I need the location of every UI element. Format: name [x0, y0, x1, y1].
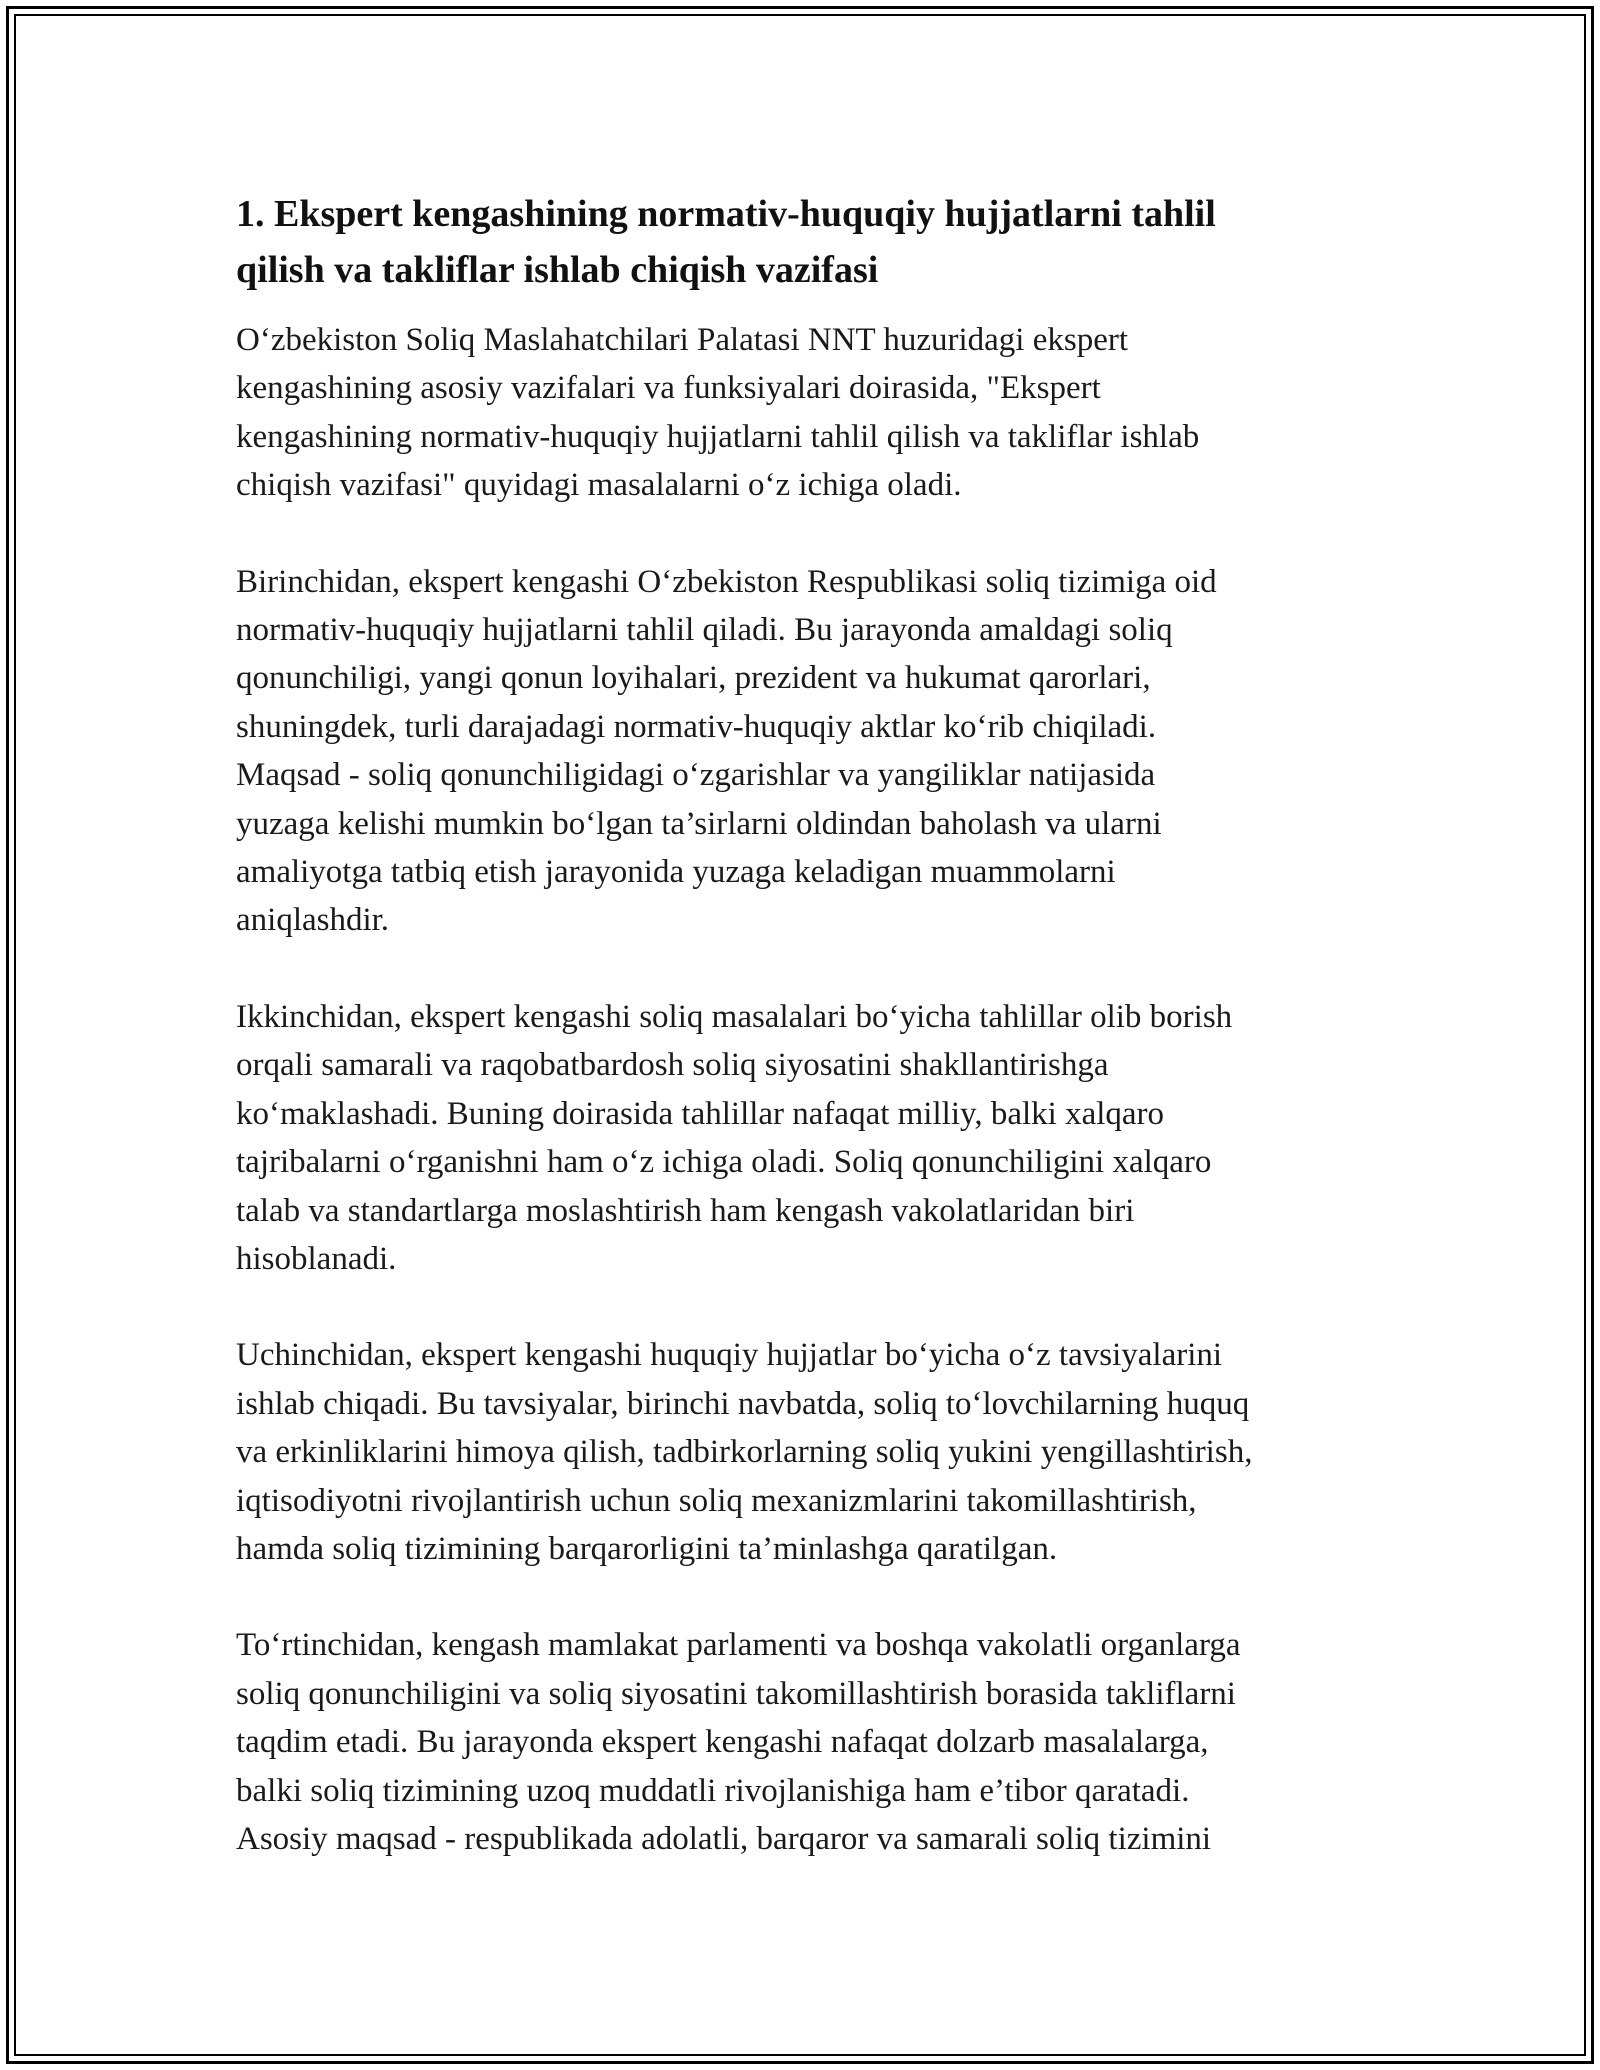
- document-body: [236, 186, 1366, 1911]
- section-heading: [236, 186, 1366, 298]
- text-line: qonunchiligi, yangi qonun loyihalari, prezident va hukumat qarorlari,: [236, 660, 1151, 697]
- text-line: kengashining normativ-huquqiy hujjatlarni tahlil qilish va takliflar ishlab: [236, 418, 1200, 455]
- text-line: va erkinliklarini himoya qilish, tadbirkorlarning soliq yukini yengillashtirish,: [236, 1434, 1253, 1471]
- text-line: iqtisodiyotni rivojlantirish uchun soliq mexanizmlarini takomillashtirish,: [236, 1482, 1197, 1519]
- text-line: Birinchidan, ekspert kengashi O‘zbekiston Respublikasi soliq tizimiga oid: [236, 563, 1217, 600]
- heading-line: qilish va takliflar ishlab chiqish vazifasi: [236, 249, 879, 291]
- text-line: Ikkinchidan, ekspert kengashi soliq masalalari bo‘yicha tahlillar olib borish: [236, 998, 1233, 1035]
- paragraph-second: [236, 993, 1366, 1283]
- paragraph-intro: [236, 316, 1366, 510]
- text-line: amaliyotga tatbiq etish jarayonida yuzaga keladigan muammolarni: [236, 854, 1116, 891]
- text-line: yuzaga kelishi mumkin bo‘lgan ta’sirlarni oldindan baholash va ularni: [236, 805, 1162, 842]
- text-line: tajribalarni o‘rganishni ham o‘z ichiga oladi. Soliq qonunchiligini xalqaro: [236, 1144, 1212, 1181]
- text-line: taqdim etadi. Bu jarayonda ekspert kengashi nafaqat dolzarb masalalarga,: [236, 1724, 1209, 1761]
- text-line: Asosiy maqsad - respublikada adolatli, barqaror va samarali soliq tizimini: [236, 1820, 1212, 1857]
- text-line: chiqish vazifasi" quyidagi masalalarni o‘z ichiga oladi.: [236, 467, 962, 504]
- heading-line: 1. Ekspert kengashining normativ-huquqiy hujjatlarni tahlil: [236, 193, 1216, 235]
- paragraph-first: [236, 558, 1366, 945]
- text-line: To‘rtinchidan, kengash mamlakat parlamenti va boshqa vakolatli organlarga: [236, 1627, 1241, 1664]
- text-line: ko‘maklashadi. Buning doirasida tahlillar nafaqat milliy, balki xalqaro: [236, 1095, 1165, 1132]
- text-line: kengashining asosiy vazifalari va funksiyalari doirasida, "Ekspert: [236, 370, 1101, 407]
- text-line: Uchinchidan, ekspert kengashi huquqiy hujjatlar bo‘yicha o‘z tavsiyalarini: [236, 1337, 1223, 1374]
- text-line: orqali samarali va raqobatbardosh soliq siyosatini shakllantirishga: [236, 1047, 1109, 1084]
- text-line: aniqlashdir.: [236, 902, 390, 939]
- text-line: balki soliq tizimining uzoq muddatli rivojlanishiga ham e’tibor qaratadi.: [236, 1772, 1190, 1809]
- paragraph-third: [236, 1331, 1366, 1573]
- text-line: Maqsad - soliq qonunchiligidagi o‘zgarishlar va yangiliklar natijasida: [236, 757, 1156, 794]
- text-line: talab va standartlarga moslashtirish ham kengash vakolatlaridan biri: [236, 1192, 1135, 1229]
- text-line: shuningdek, turli darajadagi normativ-huquqiy aktlar ko‘rib chiqiladi.: [236, 708, 1157, 745]
- text-line: hisoblanadi.: [236, 1240, 397, 1277]
- paragraph-fourth: [236, 1621, 1366, 1863]
- text-line: O‘zbekiston Soliq Maslahatchilari Palatasi NNT huzuridagi ekspert: [236, 322, 1129, 358]
- text-line: normativ-huquqiy hujjatlarni tahlil qiladi. Bu jarayonda amaldagi soliq: [236, 612, 1173, 649]
- text-line: ishlab chiqadi. Bu tavsiyalar, birinchi navbatda, soliq to‘lovchilarning huquq: [236, 1385, 1250, 1422]
- text-line: hamda soliq tizimining barqarorligini ta’minlashga qaratilgan.: [236, 1530, 1058, 1567]
- text-line: soliq qonunchiligini va soliq siyosatini takomillashtirish borasida takliflarni: [236, 1675, 1236, 1712]
